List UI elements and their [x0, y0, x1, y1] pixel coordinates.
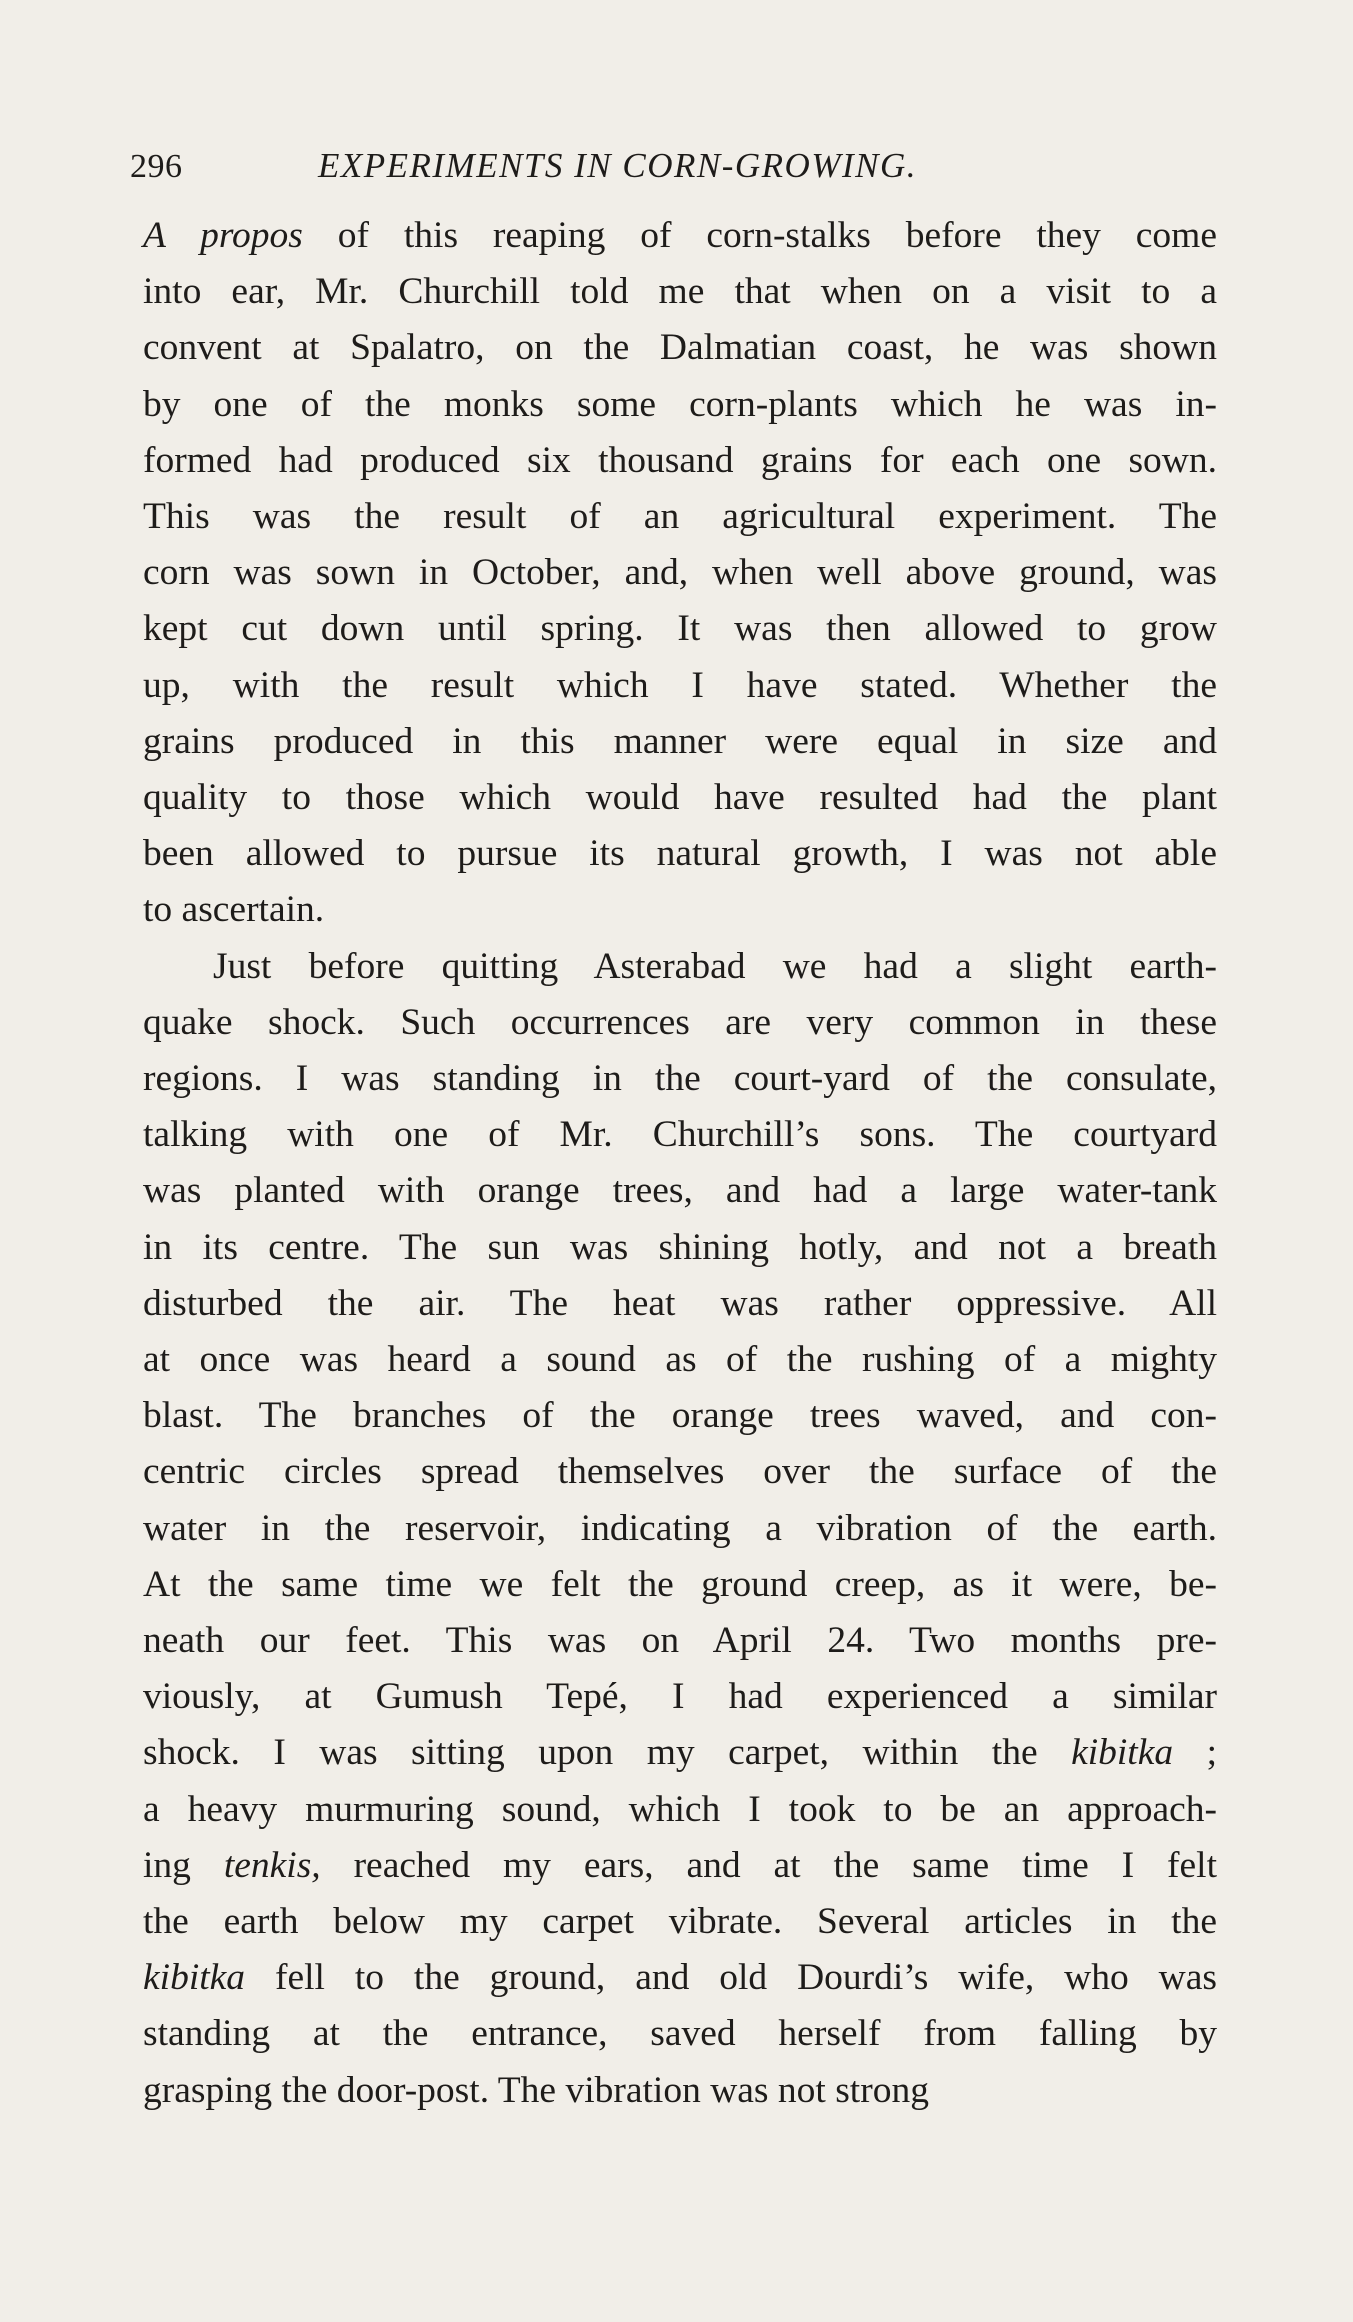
text-run: up, with the result which I have stated. Whether the	[143, 664, 1217, 706]
text-line	[143, 776, 1217, 820]
page-header	[130, 140, 1230, 200]
text-run: kept cut down until spring. It was then allowed to grow	[143, 608, 1217, 650]
text-line	[143, 1731, 1217, 1775]
text-run: blast. The branches of the orange trees waved, and con-	[143, 1395, 1217, 1437]
page-number: 296	[130, 148, 183, 185]
text-run: talking with one of Mr. Churchill’s sons. The courtyard	[143, 1114, 1217, 1156]
text-line	[143, 832, 1217, 876]
text-line	[143, 2012, 1217, 2056]
text-run: in its centre. The sun was shining hotly, and not a breath	[143, 1226, 1217, 1268]
text-run: grasping the door-post. The vibration was not strong	[143, 2069, 929, 2111]
text-run: a heavy murmuring sound, which I took to be an approach-	[143, 1788, 1217, 1830]
text-line	[143, 326, 1217, 370]
text-line	[143, 1113, 1217, 1157]
text-run: viously, at Gumush Tepé, I had experienced a similar	[143, 1676, 1217, 1718]
text-run: regions. I was standing in the court-yard of the consulate,	[143, 1058, 1217, 1099]
text-run: quality to those which would have resulted had the plant	[143, 777, 1217, 818]
text-run: to ascertain.	[143, 889, 325, 931]
italic-text: kibitka	[143, 1957, 246, 1999]
text-run: convent at Spalatro, on the Dalmatian coast, he was shown	[143, 327, 1217, 369]
text-run: corn was sown in October, and, when well above ground, was	[143, 552, 1217, 594]
text-line	[143, 1282, 1217, 1326]
text-run: neath our feet. This was on April 24. Two months pre-	[143, 1620, 1217, 1661]
text-run: ;	[1173, 1732, 1217, 1774]
text-line	[143, 1057, 1217, 1101]
text-run: formed had produced six thousand grains for each one sown.	[143, 439, 1217, 481]
text-run: of this reaping of corn-stalks before they come	[302, 215, 1217, 256]
text-run: into ear, Mr. Churchill told me that when on a visit to a	[143, 271, 1217, 313]
italic-text: kibitka	[1071, 1732, 1174, 1774]
text-run: quake shock. Such occurrences are very common in these	[143, 1001, 1217, 1043]
text-line	[143, 607, 1217, 651]
text-line	[143, 1169, 1217, 1213]
text-run: was planted with orange trees, and had a large water-tank	[143, 1170, 1217, 1212]
text-run: ing	[143, 1844, 224, 1886]
text-line	[143, 2069, 1217, 2113]
text-line	[143, 1226, 1217, 1270]
text-run: disturbed the air. The heat was rather oppressive. All	[143, 1282, 1217, 1324]
text-line	[143, 1844, 1217, 1888]
text-line	[143, 1563, 1217, 1607]
text-run: centric circles spread themselves over the surface of the	[143, 1451, 1217, 1493]
text-line	[143, 270, 1217, 314]
text-line	[143, 664, 1217, 708]
text-run: standing at the entrance, saved herself from falling by	[143, 2013, 1217, 2055]
text-line	[143, 1450, 1217, 1494]
text-run: grains produced in this manner were equal in size and	[143, 720, 1217, 762]
text-line	[143, 1956, 1217, 2000]
text-line	[143, 888, 1217, 932]
text-run: This was the result of an agricultural experiment. The	[143, 496, 1217, 537]
text-line	[143, 1619, 1217, 1663]
text-run: been allowed to pursue its natural growth, I was not able	[143, 833, 1217, 875]
text-run: reached my ears, and at the same time I felt	[320, 1844, 1217, 1886]
text-line	[213, 945, 1217, 989]
text-run: shock. I was sitting upon my carpet, within the	[143, 1732, 1072, 1774]
text-line	[143, 495, 1217, 539]
text-line	[143, 383, 1217, 427]
text-line	[143, 439, 1217, 483]
running-title: EXPERIMENTS IN CORN-GROWING.	[318, 146, 918, 185]
text-run: At the same time we felt the ground creep, as it were, be-	[143, 1563, 1217, 1605]
text-line	[143, 551, 1217, 595]
text-line	[143, 214, 1217, 258]
italic-text: tenkis,	[223, 1844, 321, 1886]
text-run: at once was heard a sound as of the rushing of a mighty	[143, 1339, 1217, 1380]
text-run: Just before quitting Asterabad we had a slight earth-	[213, 945, 1217, 987]
text-line	[143, 1675, 1217, 1719]
text-line	[143, 1507, 1217, 1551]
text-line	[143, 720, 1217, 764]
text-run: fell to the ground, and old Dourdi’s wife, who was	[245, 1957, 1217, 1999]
text-run: water in the reservoir, indicating a vibration of the earth.	[143, 1507, 1217, 1549]
text-line	[143, 1001, 1217, 1045]
text-line	[143, 1788, 1217, 1832]
text-run: by one of the monks some corn-plants which he was in-	[143, 383, 1217, 425]
italic-text: A propos	[143, 215, 303, 256]
text-run: the earth below my carpet vibrate. Several articles in the	[143, 1901, 1217, 1942]
text-line	[143, 1394, 1217, 1438]
text-line	[143, 1338, 1217, 1382]
text-line	[143, 1900, 1217, 1944]
